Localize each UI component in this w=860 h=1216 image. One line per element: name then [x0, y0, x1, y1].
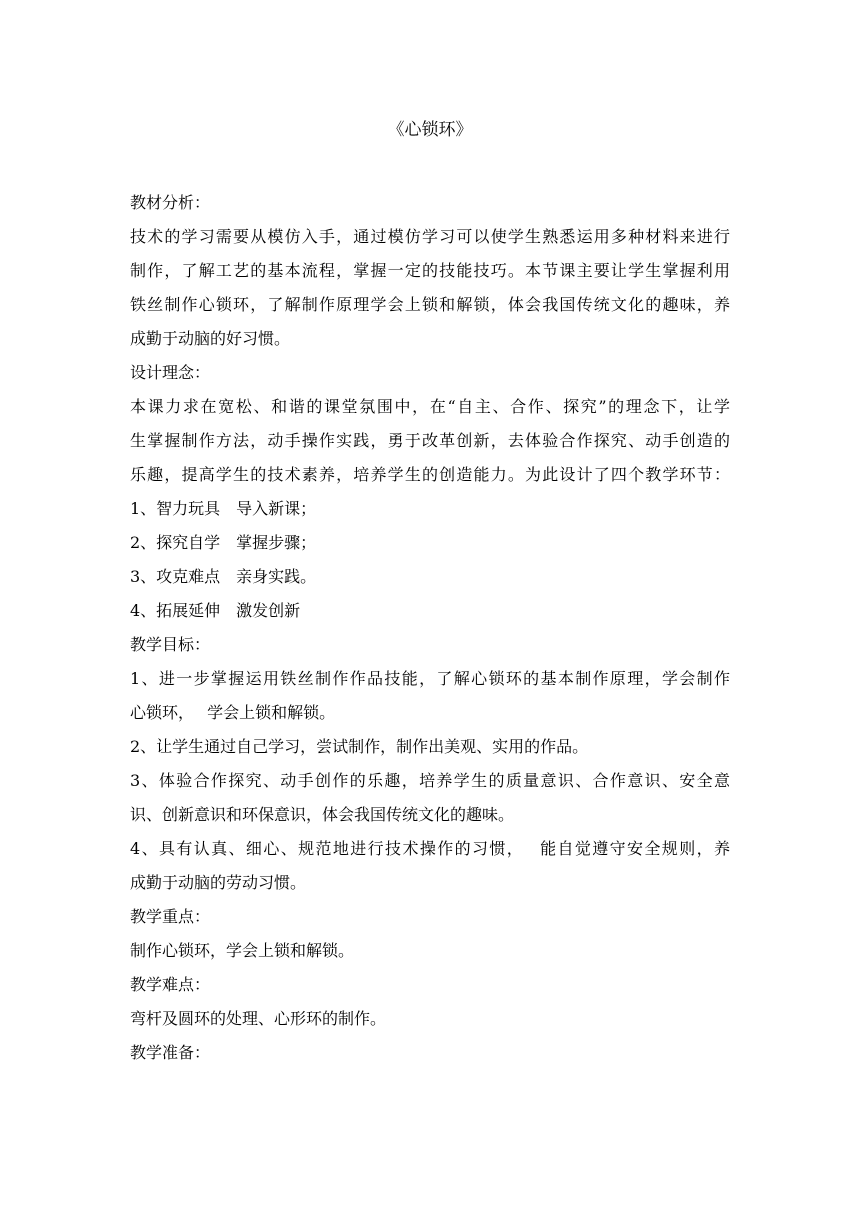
paragraph-line: 生掌握制作方法，动手操作实践，勇于改革创新，去体验合作探究、动手创造的	[130, 431, 730, 450]
paragraph-line: 技术的学习需要从模仿入手，通过模仿学习可以使学生熟悉运用多种材料来进行	[130, 227, 730, 246]
paragraph-line: 制作心锁环，学会上锁和解锁。	[130, 941, 355, 960]
paragraph-line: 制作，了解工艺的基本流程，掌握一定的技能技巧。本节课主要让学生掌握利用	[130, 261, 730, 280]
list-item: 1、进一步掌握运用铁丝制作作品技能，了解心锁环的基本制作原理，学会制作	[130, 669, 730, 688]
paragraph-line: 乐趣，提高学生的技术素养，培养学生的创造能力。为此设计了四个教学环节：	[130, 465, 730, 484]
list-item: 2、探究自学 掌握步骤；	[130, 533, 317, 552]
heading-key-points: 教学重点：	[130, 907, 211, 926]
list-item-continuation: 心锁环， 学会上锁和解锁。	[130, 703, 336, 722]
document-title: 《心锁环》	[387, 120, 473, 140]
list-item-continuation: 成勤于动脑的劳动习惯。	[130, 873, 307, 892]
list-item: 4、拓展延伸 激发创新	[130, 601, 301, 620]
paragraph-line: 成勤于动脑的好习惯。	[130, 329, 291, 348]
paragraph-line: 本课力求在宽松、和谐的课堂氛围中，在“自主、合作、探究”的理念下，让学	[130, 397, 730, 416]
list-item-continuation: 识、创新意识和环保意识，体会我国传统文化的趣味。	[130, 805, 515, 824]
list-item: 2、让学生通过自己学习，尝试制作，制作出美观、实用的作品。	[130, 737, 589, 756]
list-item: 4、具有认真、细心、规范地进行技术操作的习惯， 能自觉遵守安全规则，养	[130, 839, 730, 858]
paragraph-line: 弯杆及圆环的处理、心形环的制作。	[130, 1009, 387, 1028]
heading-preparation: 教学准备：	[130, 1043, 211, 1062]
heading-design-concept: 设计理念：	[130, 363, 211, 382]
list-item: 1、智力玩具 导入新课；	[130, 499, 317, 518]
document-body	[130, 186, 730, 1070]
list-item: 3、攻克难点 亲身实践。	[130, 567, 317, 586]
heading-textbook-analysis: 教材分析：	[130, 193, 211, 212]
heading-difficulties: 教学难点：	[130, 975, 211, 994]
paragraph-line: 铁丝制作心锁环，了解制作原理学会上锁和解锁，体会我国传统文化的趣味，养	[130, 295, 730, 314]
heading-teaching-goals: 教学目标：	[130, 635, 211, 654]
list-item: 3、体验合作探究、动手创作的乐趣，培养学生的质量意识、合作意识、安全意	[130, 771, 730, 790]
